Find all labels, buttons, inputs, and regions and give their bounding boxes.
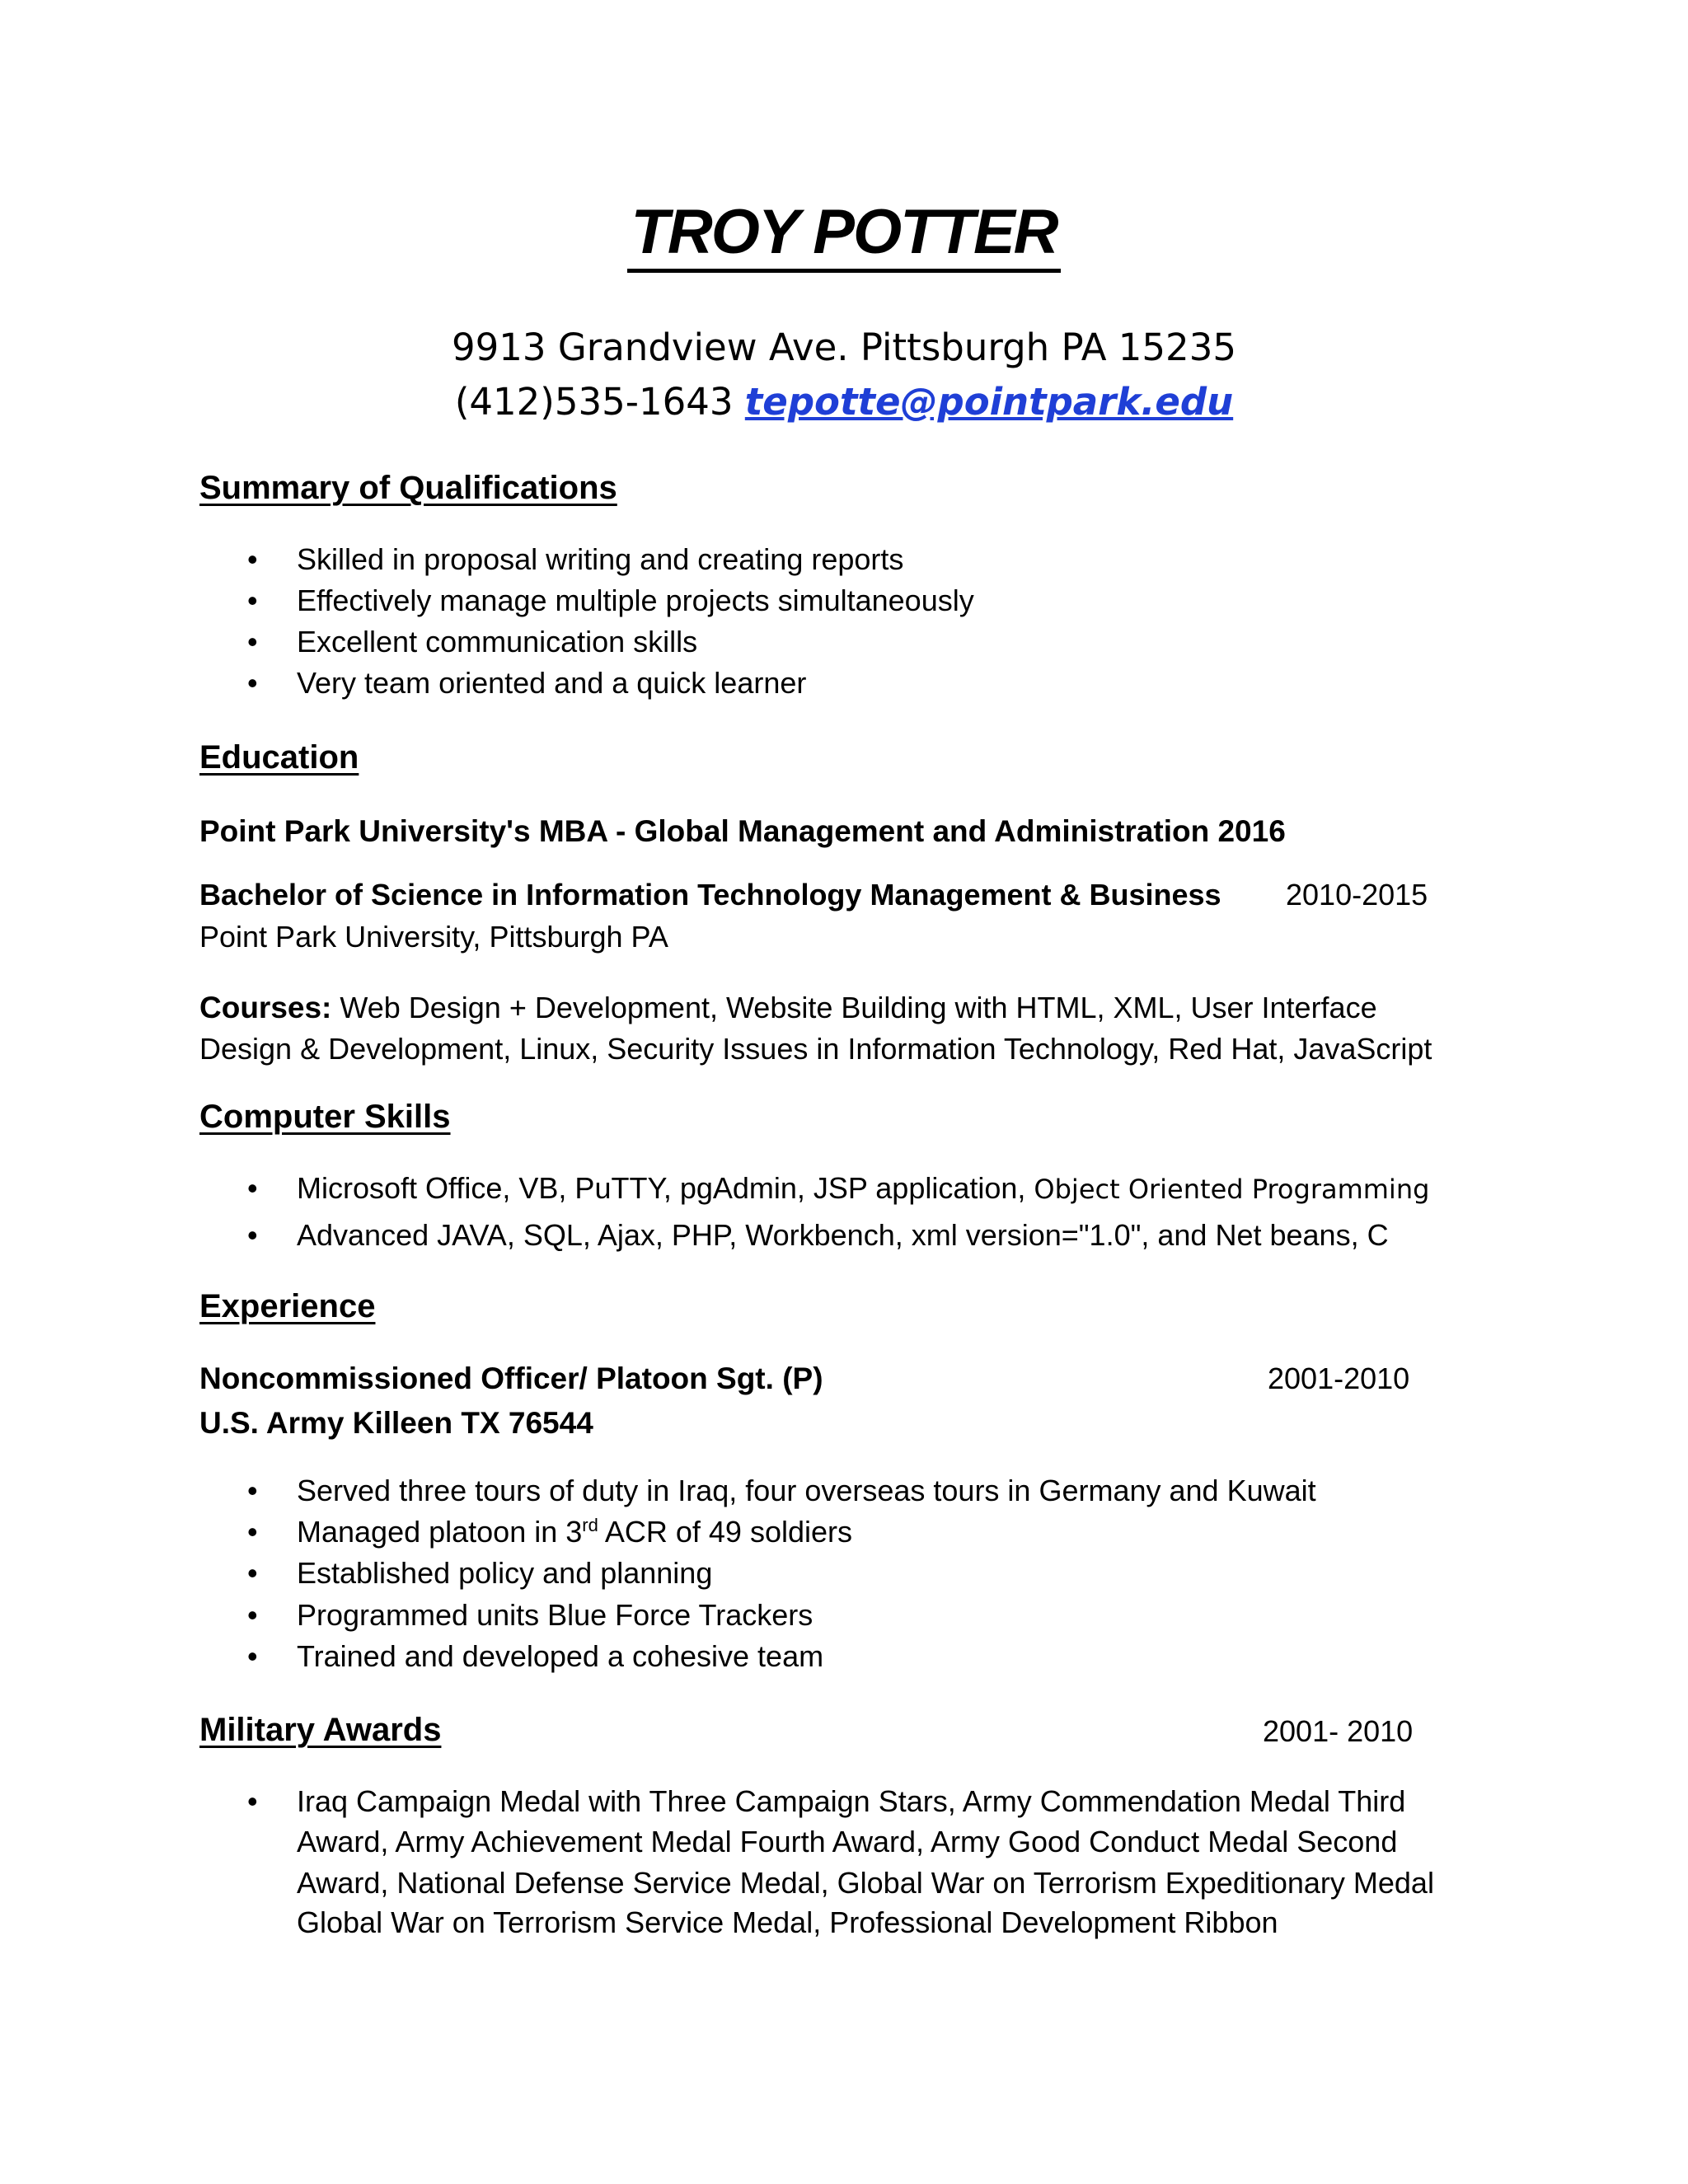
job-organization: U.S. Army Killeen TX 76544 (199, 1406, 593, 1440)
experience-heading: Experience (199, 1288, 376, 1324)
experience-item: Trained and developed a cohesive team (297, 1639, 824, 1673)
skills-item (297, 1171, 1429, 1206)
bullet-icon: • (247, 625, 258, 658)
awards-heading: Military Awards (199, 1712, 442, 1748)
education-heading: Education (199, 739, 359, 776)
bachelor-degree: Bachelor of Science in Information Technology Management & Business (199, 878, 1221, 912)
bullet-icon: • (247, 1639, 258, 1673)
summary-item: Effectively manage multiple projects simultaneously (297, 583, 974, 617)
skills-item-tail: Object Oriented Programming (1034, 1174, 1430, 1205)
awards-years: 2001- 2010 (1263, 1714, 1414, 1748)
awards-line: Iraq Campaign Medal with Three Campaign Stars, Army Commendation Medal Third (297, 1784, 1406, 1818)
courses-line (199, 991, 1377, 1025)
awards-line: Global War on Terrorism Service Medal, Professional Development Ribbon (297, 1905, 1278, 1939)
job-title: Noncommissioned Officer/ Platoon Sgt. (P) (199, 1361, 823, 1395)
bullet-icon: • (247, 666, 258, 700)
bullet-icon: • (247, 1598, 258, 1632)
skills-heading: Computer Skills (199, 1099, 451, 1135)
bullet-icon: • (247, 1171, 258, 1205)
bullet-icon: • (247, 583, 258, 617)
summary-item: Very team oriented and a quick learner (297, 666, 807, 700)
phone-number: (412)535-1643 (454, 380, 734, 424)
experience-item: Served three tours of duty in Iraq, four overseas tours in Germany and Kuwait (297, 1474, 1316, 1507)
awards-line: Award, Army Achievement Medal Fourth Award, Army Good Conduct Medal Second (297, 1825, 1398, 1858)
experience-item: Programmed units Blue Force Trackers (297, 1598, 814, 1632)
bullet-icon: • (247, 1556, 258, 1590)
awards-line: Award, National Defense Service Medal, Global War on Terrorism Expeditionary Medal (297, 1866, 1434, 1900)
superscript: rd (582, 1515, 598, 1535)
experience-item (297, 1515, 852, 1549)
summary-item: Excellent communication skills (297, 625, 698, 658)
email-link[interactable]: tepotte@pointpark.edu (744, 380, 1234, 424)
skills-item: Advanced JAVA, SQL, Ajax, PHP, Workbench, xml version="1.0", and Net beans, C (297, 1218, 1389, 1252)
bullet-icon: • (247, 1474, 258, 1507)
summary-heading: Summary of Qualifications (199, 470, 617, 506)
bachelor-years: 2010-2015 (1286, 878, 1428, 912)
courses-label: Courses: (199, 991, 332, 1024)
summary-item: Skilled in proposal writing and creating reports (297, 542, 904, 576)
bullet-icon: • (247, 1515, 258, 1549)
bullet-icon: • (247, 1784, 258, 1818)
experience-item: Established policy and planning (297, 1556, 713, 1590)
courses-line-2: Design & Development, Linux, Security Issues in Information Technology, Red Hat, JavaScript (199, 1032, 1432, 1066)
resume-name: TROY POTTER (0, 196, 1688, 268)
courses-text: Web Design + Development, Website Building with HTML, XML, User Interface (331, 991, 1377, 1024)
school-location: Point Park University, Pittsburgh PA (199, 920, 668, 954)
contact-line (0, 380, 1688, 424)
bullet-icon: • (247, 542, 258, 576)
skills-item-text: Microsoft Office, VB, PuTTY, pgAdmin, JSP application, (297, 1171, 1034, 1205)
bullet-icon: • (247, 1218, 258, 1252)
mba-line: Point Park University's MBA - Global Management and Administration 2016 (199, 814, 1286, 848)
experience-item-rest: ACR of 49 soldiers (598, 1515, 852, 1549)
address-line: 9913 Grandview Ave. Pittsburgh PA 15235 (452, 326, 1236, 369)
experience-item-text: Managed platoon in 3 (297, 1515, 583, 1549)
job-years: 2001-2010 (1268, 1361, 1410, 1395)
